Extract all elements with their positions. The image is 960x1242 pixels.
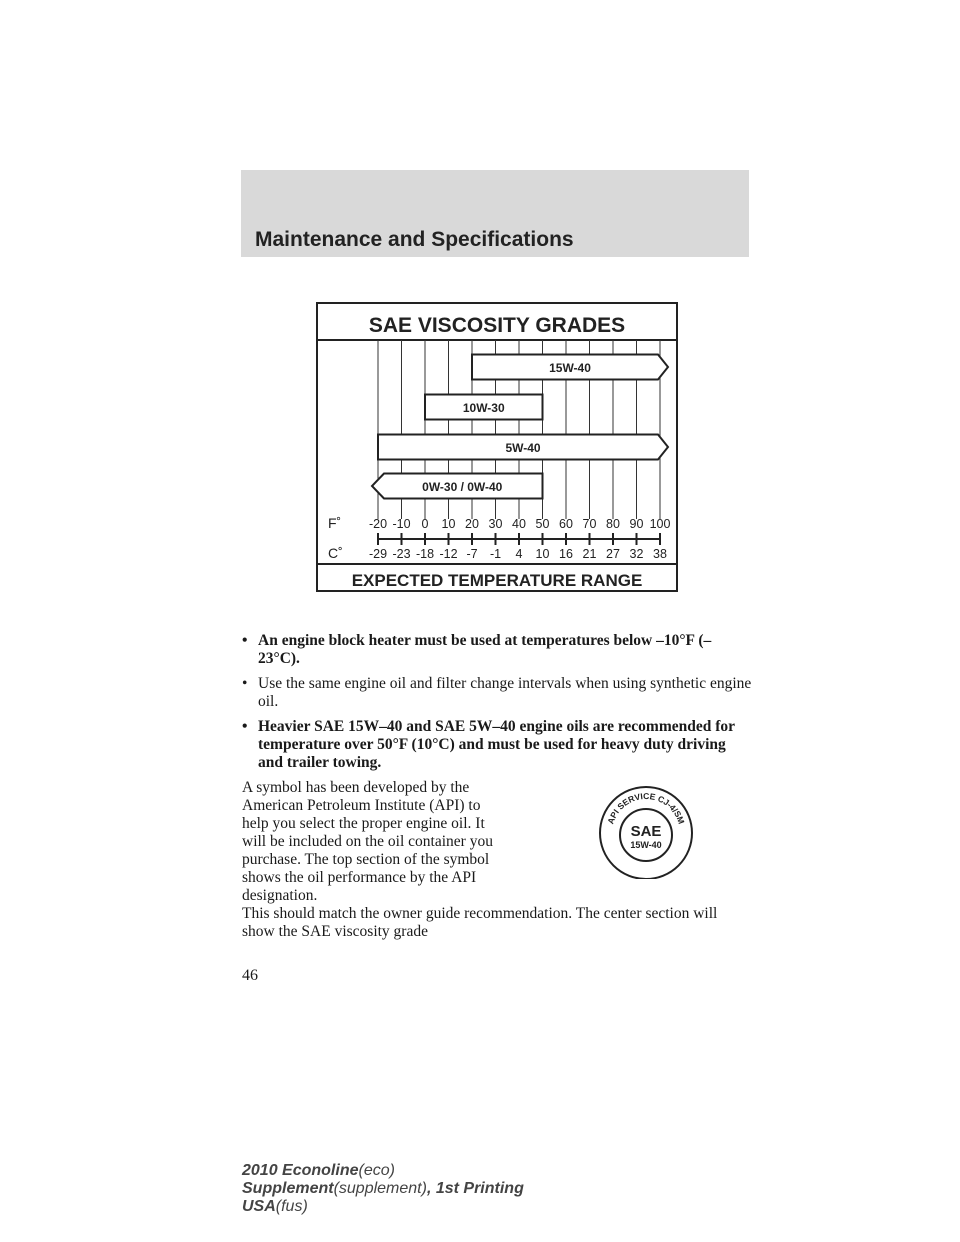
fahrenheit-unit-label: F˚	[328, 515, 342, 531]
bullet-dot: •	[242, 632, 248, 649]
page-number: 46	[242, 967, 258, 984]
celsius-unit-label: C˚	[328, 545, 343, 561]
footer	[242, 1162, 524, 1216]
bullet-dot: •	[242, 675, 248, 692]
api-symbol-icon	[598, 783, 694, 879]
fahrenheit-tick-label: 90	[629, 517, 644, 531]
celsius-tick-label: -23	[392, 547, 411, 561]
chart-title: SAE VISCOSITY GRADES	[368, 314, 626, 337]
celsius-tick-label: 38	[653, 547, 667, 561]
section-title: Maintenance and Specifications	[255, 228, 574, 251]
api-center-text: SAE	[630, 823, 662, 840]
fahrenheit-tick-label: 70	[582, 517, 597, 531]
footer-line-2	[242, 1180, 524, 1198]
footer-market: USA	[242, 1198, 276, 1215]
footer-sep: ,	[426, 1180, 436, 1197]
fahrenheit-tick-label: 100	[649, 517, 671, 531]
celsius-tick-label: 21	[582, 547, 597, 561]
bullet-dot: •	[242, 718, 248, 735]
paragraph-narrow: A symbol has been developed by the American Petroleum Institute (API) to help you select the proper engine oil. It will be included on the oil container you purchase. The top section of the symbol shows the oil performance by the API designation.	[242, 779, 493, 904]
bar-label: 10W-30	[462, 401, 505, 415]
body-content	[242, 632, 752, 941]
celsius-tick-label: 16	[559, 547, 573, 561]
celsius-tick-label: 4	[515, 547, 523, 561]
celsius-tick-label: -18	[415, 547, 435, 561]
fahrenheit-tick-label: -20	[368, 517, 388, 531]
bar-label: 5W-40	[505, 441, 541, 455]
celsius-tick-label: 27	[606, 547, 620, 561]
paragraph-full: This should match the owner guide recommendation. The center section will show the SAE viscosity grade	[242, 905, 718, 940]
celsius-tick-label: 10	[535, 547, 550, 561]
bar-label: 15W-40	[549, 361, 591, 375]
viscosity-chart	[316, 302, 678, 592]
footer-doc-code: (supplement)	[333, 1180, 427, 1197]
bullet-text: Use the same engine oil and filter change intervals when using synthetic engine oil.	[258, 675, 752, 710]
footer-line-1	[242, 1162, 524, 1180]
fahrenheit-tick-label: 20	[465, 517, 479, 531]
fahrenheit-tick-label: 50	[535, 517, 550, 531]
fahrenheit-tick-label: 60	[559, 517, 573, 531]
bullet-item	[242, 632, 752, 668]
viscosity-chart-svg	[316, 302, 678, 592]
fahrenheit-tick-label: 30	[488, 517, 503, 531]
bar-label: 0W-30 / 0W-40	[422, 480, 503, 494]
fahrenheit-tick-label: 0	[421, 517, 429, 531]
footer-market-code: (fus)	[275, 1198, 308, 1215]
footer-model-code: (eco)	[358, 1162, 395, 1179]
fahrenheit-tick-label: 40	[512, 517, 526, 531]
footer-line-3	[242, 1198, 524, 1216]
api-paragraph	[242, 779, 752, 941]
fahrenheit-tick-label: 10	[441, 517, 456, 531]
fahrenheit-tick-label: 80	[606, 517, 620, 531]
bullet-text: An engine block heater must be used at temperatures below –10°F (–23°C).	[258, 632, 712, 667]
celsius-tick-label: -29	[368, 547, 388, 561]
celsius-tick-label: -1	[489, 547, 502, 561]
bullet-text: Heavier SAE 15W–40 and SAE 5W–40 engine oils are recommended for temperature over 50°F (10°C) and must be used for heavy duty driving and trailer towing.	[258, 718, 735, 771]
api-grade-text: 15W-40	[630, 840, 662, 850]
bullet-item	[242, 718, 752, 772]
footer-printing: 1st Printing	[435, 1180, 524, 1197]
bullet-item	[242, 675, 752, 711]
chart-footer-label: EXPECTED TEMPERATURE RANGE	[351, 571, 643, 590]
api-ring-text: API SERVICE CJ-4/SM	[605, 790, 687, 826]
celsius-tick-label: -7	[466, 547, 478, 561]
celsius-tick-label: -12	[439, 547, 458, 561]
footer-model: 2010 Econoline	[242, 1162, 359, 1179]
footer-doc: Supplement	[242, 1180, 334, 1197]
celsius-tick-label: 32	[629, 547, 644, 561]
fahrenheit-tick-label: -10	[392, 517, 411, 531]
